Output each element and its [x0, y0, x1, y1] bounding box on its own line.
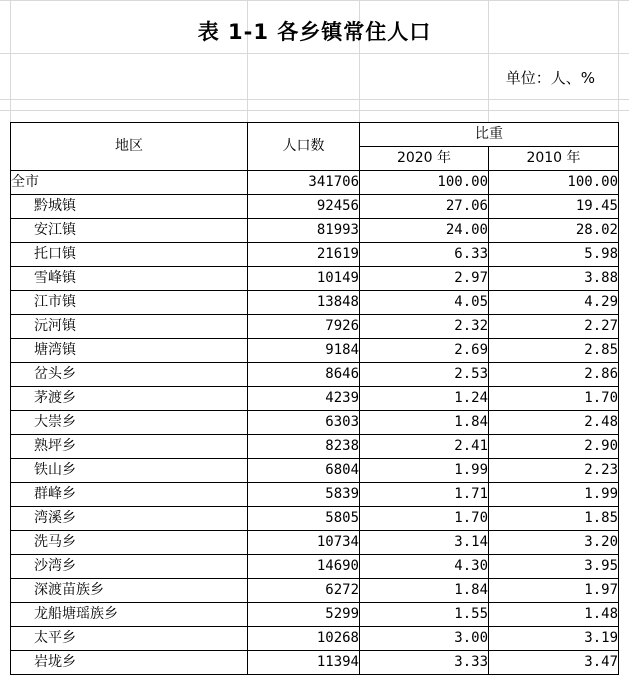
cell-population: 6804 — [248, 459, 360, 483]
cell-share-2020: 4.05 — [360, 291, 489, 315]
cell-population: 5839 — [248, 483, 360, 507]
cell-population: 6303 — [248, 411, 360, 435]
table-row — [11, 411, 619, 435]
table-body — [11, 171, 619, 675]
header-share: 比重 — [360, 123, 619, 147]
table-row — [11, 291, 619, 315]
cell-population: 341706 — [248, 171, 360, 195]
cell-area: 铁山乡 — [11, 459, 248, 483]
cell-area: 茅渡乡 — [11, 387, 248, 411]
cell-share-2020: 2.69 — [360, 339, 489, 363]
cell-share-2010: 1.99 — [489, 483, 619, 507]
cell-share-2020: 1.71 — [360, 483, 489, 507]
cell-share-2020: 2.53 — [360, 363, 489, 387]
table-row — [11, 507, 619, 531]
cell-population: 5299 — [248, 603, 360, 627]
cell-share-2020: 4.30 — [360, 555, 489, 579]
cell-share-2010: 2.48 — [489, 411, 619, 435]
table-row — [11, 627, 619, 651]
cell-share-2010: 100.00 — [489, 171, 619, 195]
table-row — [11, 555, 619, 579]
cell-area: 江市镇 — [11, 291, 248, 315]
cell-share-2010: 1.48 — [489, 603, 619, 627]
cell-population: 81993 — [248, 219, 360, 243]
cell-area: 岩垅乡 — [11, 651, 248, 675]
cell-population: 14690 — [248, 555, 360, 579]
cell-share-2010: 2.23 — [489, 459, 619, 483]
cell-share-2010: 2.27 — [489, 315, 619, 339]
cell-population: 6272 — [248, 579, 360, 603]
table-row — [11, 651, 619, 675]
cell-population: 9184 — [248, 339, 360, 363]
cell-share-2020: 100.00 — [360, 171, 489, 195]
cell-population: 10268 — [248, 627, 360, 651]
cell-area: 黔城镇 — [11, 195, 248, 219]
cell-share-2020: 1.99 — [360, 459, 489, 483]
table-row — [11, 339, 619, 363]
cell-share-2010: 1.97 — [489, 579, 619, 603]
cell-share-2010: 2.90 — [489, 435, 619, 459]
cell-area: 安江镇 — [11, 219, 248, 243]
header-year-2010: 2010 年 — [489, 147, 619, 171]
cell-area: 大崇乡 — [11, 411, 248, 435]
cell-population: 11394 — [248, 651, 360, 675]
cell-share-2020: 24.00 — [360, 219, 489, 243]
cell-area: 雪峰镇 — [11, 267, 248, 291]
cell-share-2020: 6.33 — [360, 243, 489, 267]
cell-population: 10734 — [248, 531, 360, 555]
table-row — [11, 363, 619, 387]
cell-share-2010: 2.85 — [489, 339, 619, 363]
cell-share-2010: 2.86 — [489, 363, 619, 387]
table-row — [11, 603, 619, 627]
cell-share-2010: 1.85 — [489, 507, 619, 531]
cell-share-2020: 3.14 — [360, 531, 489, 555]
table-title: 表 1-1 各乡镇常住人口 — [197, 20, 432, 44]
table-row — [11, 243, 619, 267]
header-population: 人口数 — [248, 123, 360, 171]
cell-population: 5805 — [248, 507, 360, 531]
cell-area: 群峰乡 — [11, 483, 248, 507]
cell-share-2020: 2.41 — [360, 435, 489, 459]
table-row — [11, 435, 619, 459]
table-row — [11, 267, 619, 291]
cell-area: 托口镇 — [11, 243, 248, 267]
table-row — [11, 195, 619, 219]
unit-label: 单位：人、% — [505, 69, 595, 87]
cell-area: 全市 — [11, 171, 248, 195]
cell-population: 8646 — [248, 363, 360, 387]
cell-area: 深渡苗族乡 — [11, 579, 248, 603]
cell-share-2020: 2.32 — [360, 315, 489, 339]
cell-share-2010: 19.45 — [489, 195, 619, 219]
header-year-2020: 2020 年 — [360, 147, 489, 171]
cell-area: 太平乡 — [11, 627, 248, 651]
table-row — [11, 531, 619, 555]
cell-area: 沙湾乡 — [11, 555, 248, 579]
cell-share-2010: 3.88 — [489, 267, 619, 291]
cell-share-2020: 1.70 — [360, 507, 489, 531]
cell-share-2010: 5.98 — [489, 243, 619, 267]
cell-share-2010: 3.19 — [489, 627, 619, 651]
cell-population: 4239 — [248, 387, 360, 411]
header-row — [11, 123, 619, 147]
cell-population: 92456 — [248, 195, 360, 219]
cell-share-2020: 1.24 — [360, 387, 489, 411]
cell-share-2010: 3.47 — [489, 651, 619, 675]
table-row — [11, 579, 619, 603]
cell-share-2020: 2.97 — [360, 267, 489, 291]
cell-share-2020: 27.06 — [360, 195, 489, 219]
table-row — [11, 315, 619, 339]
cell-area: 岔头乡 — [11, 363, 248, 387]
cell-area: 龙船塘瑶族乡 — [11, 603, 248, 627]
table-row — [11, 483, 619, 507]
cell-area: 沅河镇 — [11, 315, 248, 339]
table-row — [11, 219, 619, 243]
cell-share-2010: 3.20 — [489, 531, 619, 555]
cell-area: 塘湾镇 — [11, 339, 248, 363]
table-row — [11, 387, 619, 411]
cell-population: 7926 — [248, 315, 360, 339]
header-area: 地区 — [11, 123, 248, 171]
population-table — [10, 122, 619, 675]
cell-share-2010: 28.02 — [489, 219, 619, 243]
table-row — [11, 459, 619, 483]
cell-area: 湾溪乡 — [11, 507, 248, 531]
cell-share-2010: 1.70 — [489, 387, 619, 411]
cell-share-2020: 3.33 — [360, 651, 489, 675]
cell-share-2020: 1.84 — [360, 579, 489, 603]
cell-population: 21619 — [248, 243, 360, 267]
cell-share-2020: 1.55 — [360, 603, 489, 627]
cell-population: 8238 — [248, 435, 360, 459]
cell-population: 10149 — [248, 267, 360, 291]
cell-share-2020: 1.84 — [360, 411, 489, 435]
cell-population: 13848 — [248, 291, 360, 315]
cell-share-2010: 3.95 — [489, 555, 619, 579]
cell-share-2010: 4.29 — [489, 291, 619, 315]
table-row — [11, 171, 619, 195]
cell-share-2020: 3.00 — [360, 627, 489, 651]
cell-area: 熟坪乡 — [11, 435, 248, 459]
cell-area: 洗马乡 — [11, 531, 248, 555]
